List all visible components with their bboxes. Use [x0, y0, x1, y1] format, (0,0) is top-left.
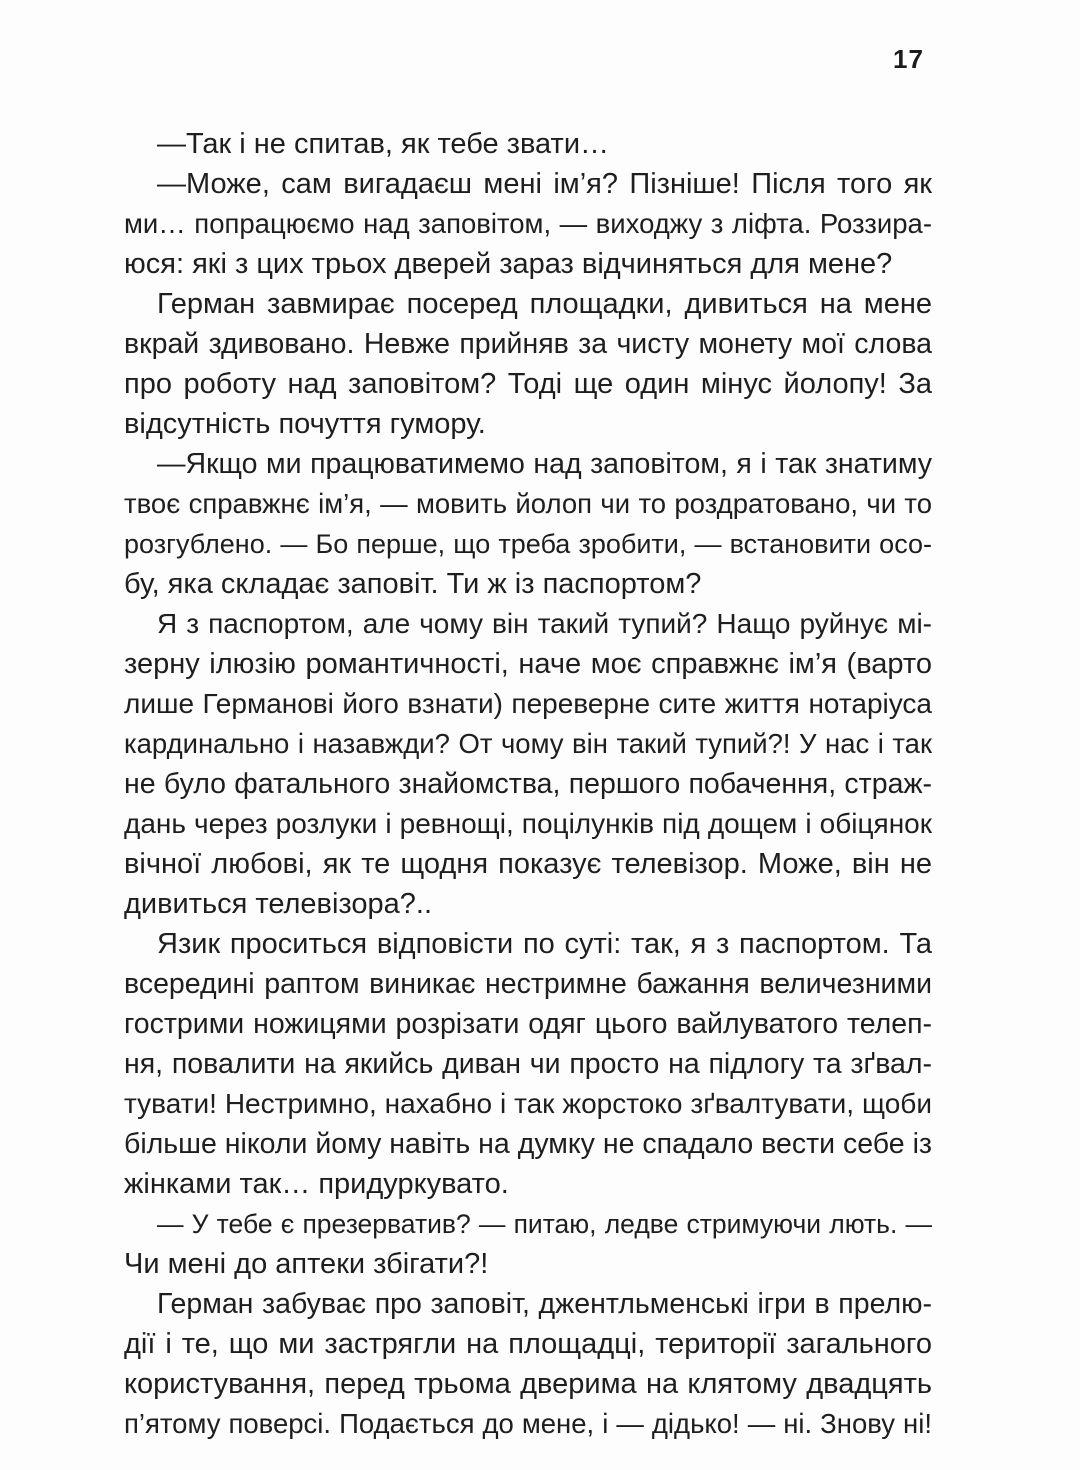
text-line: тувати! Нестримно, нахабно і так жорстоко зґвалтувати, щоби [124, 1088, 932, 1119]
text-line: лише Германові його взнати) переверне сите життя нотаріуса [124, 688, 932, 719]
text-line: дань через розлуки і ревнощі, поцілунків під дощем і обіцянок [124, 808, 932, 839]
text-line: — У тебе є презерватив? — питаю, ледве стримуючи лють. — [157, 1209, 932, 1239]
text-line: ми… попрацюємо над заповітом, — виходжу з ліфта. Роззира- [124, 208, 932, 239]
text-line: відсутність почуття гумору. [124, 408, 486, 440]
text-line: не було фатального знайомства, першого побачення, страж- [124, 768, 932, 800]
text-line: —Якщо ми працюватимемо над заповітом, я і так знатиму [157, 448, 932, 480]
text-line: дивиться телевізора?.. [124, 888, 432, 920]
text-line: Чи мені до аптеки збігати?! [124, 1248, 489, 1280]
text-line: п’ятому поверсі. Подається до мене, і — дідько! — ні. Знову ні! [124, 1408, 932, 1439]
text-line: кардинально і назавжди? От чому він такий тупий?! У нас і так [124, 728, 932, 759]
text-line: розгублено. — Бо перше, що треба зробити, — встановити осо- [124, 529, 932, 559]
text-line: твоє справжнє ім’я, — мовить йолоп чи то роздратовано, чи то [124, 488, 932, 519]
text-line: бу, яка складає заповіт. Ти ж із паспортом? [124, 568, 702, 600]
text-line: дії і те, що ми застрягли на площадці, території загального [124, 1328, 932, 1360]
text-line: жінками так… придуркувато. [124, 1168, 509, 1200]
text-line: —Так і не спитав, як тебе звати… [157, 128, 610, 160]
text-line: вічної любові, як те щодня показує телевізор. Може, він не [124, 848, 932, 880]
text-line: вкрай здивовано. Невже прийняв за чисту монету мої слова [124, 328, 932, 360]
text-line: зерну ілюзію романтичності, наче моє справжнє ім’я (варто [124, 648, 932, 680]
text-line: користування, перед трьома дверима на клятому двадцять [124, 1368, 932, 1400]
text-line: про роботу над заповітом? Тоді ще один мінус йолопу! За [124, 368, 932, 400]
text-line: —Може, сам вигадаєш мені ім’я? Пізніше! Після того як [157, 168, 932, 200]
text-line: Я з паспортом, але чому він такий тупий? Нащо руйнує мі- [157, 608, 932, 639]
text-line: Герман завмирає посеред площадки, дивиться на мене [157, 288, 932, 320]
text-line: більше ніколи йому навіть на думку не спадало вести себе із [124, 1128, 932, 1160]
text-line: Герман забуває про заповіт, джентльменські ігри в прелю- [157, 1288, 932, 1320]
page-text [124, 124, 932, 1444]
text-line: юся: які з цих трьох дверей зараз відчиняться для мене? [124, 248, 893, 280]
text-line: гострими ножицями розрізати одяг цього вайлуватого телеп- [124, 1008, 932, 1040]
text-line: Язик проситься відповісти по суті: так, я з паспортом. Та [157, 928, 932, 960]
text-line: всередині раптом виникає нестримне бажання величезними [124, 968, 932, 1000]
text-line: ня, повалити на якийсь диван чи просто на підлогу та зґвал- [124, 1048, 932, 1080]
page-number: 17 [893, 44, 924, 74]
